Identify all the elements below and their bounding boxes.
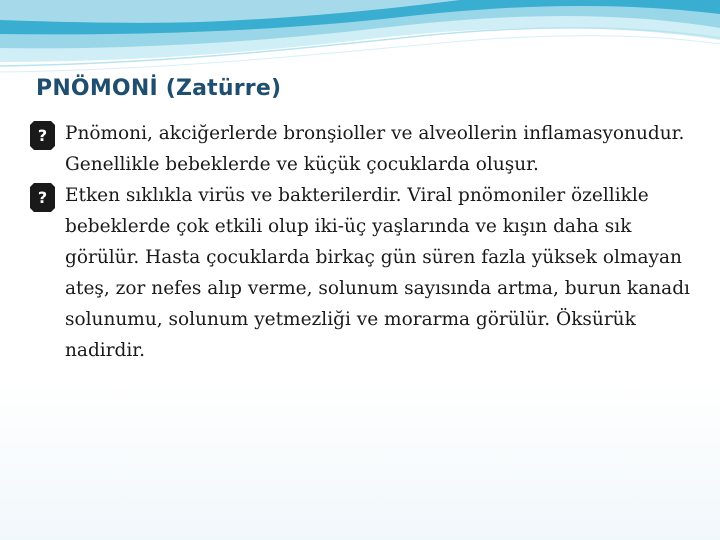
- missing-glyph-bullet-icon: [28, 182, 57, 213]
- svg-text:?: ?: [37, 188, 48, 207]
- svg-text:?: ?: [37, 126, 48, 145]
- bullet-text: Pnömoni, akciğerlerde bronşioller ve alveollerin inflamasyonudur. Genellikle bebeklerde ve küçük çocuklarda oluşur.: [65, 123, 685, 175]
- bullet-item-1: [28, 118, 698, 180]
- bullet-list: [28, 118, 698, 366]
- missing-glyph-bullet-icon: [28, 120, 57, 151]
- slide-title: PNÖMONİ (Zatürre): [36, 76, 282, 101]
- bullet-item-2: [28, 180, 698, 366]
- bullet-text: Etken sıklıkla virüs ve bakterilerdir. Viral pnömoniler özellikle bebeklerde çok etkili olup iki-üç yaşlarında ve kışın daha sık görülür. Hasta çocuklarda birkaç gün süren fazla yüksek olmayan ateş, zor nefes alıp verme, solunum sayısında artma, burun kanadı solunumu, solunum yetmezliği ve morarma görülür. Öksürük nadirdir.: [65, 185, 690, 361]
